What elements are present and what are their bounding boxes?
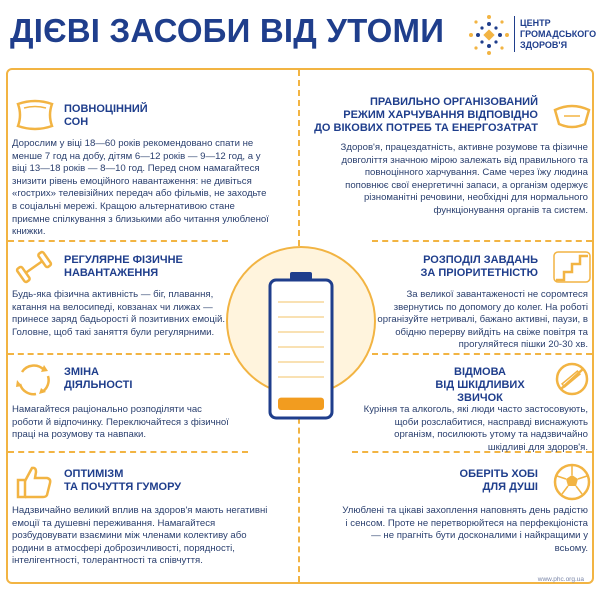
logo-divider	[514, 16, 515, 52]
tasks-heading-line-2: ЗА ПРІОРИТЕТНІСТЮ	[420, 267, 538, 279]
nutrition-text: Здоров'я, працездатність, активне розумове та фізичне довголіття значною мірою залежать від правильного та повноцінного харчування. Саме через їжу людина поповнює свої енергетичні запаси, а організм одержує різноманітні речовини, необхідні для нормального функціонування органів та систем.	[340, 142, 588, 216]
sleep-text: Дорослим у віці 18—60 років рекомендовано спати не менше 7 год на добу, дітям 6—12 років — 9—12 год, а у віці 13—18 років — 8—10 год. Перед сном намагайтеся знизити рівень емоційного навантаження: не дивіться «гострих» телевізійних передач або фільмів, не заходьте в соціальні мережі. Кращою альтернативою стане приємне спілкування з близькими або читання улюбленої книжки.	[12, 138, 269, 238]
exercise-heading-line-1: РЕГУЛЯРНЕ ФІЗИЧНЕ	[64, 254, 183, 266]
exercise-text: Будь-яка фізична активність — біг, плавання, катання на велосипеді, ковзанах чи лижах — принесе заряд бадьорості й позитивних емоцій. Головне, щоб такі заняття були регулярними.	[12, 289, 226, 338]
divider-left-1	[8, 240, 228, 242]
cycle-arrows-icon	[14, 362, 54, 396]
optimism-text: Надзвичайно великий вплив на здоров'я мають негативні емоції та душевні переживання. Намагайтеся розбудовувати взаємини між членами колективу або родини в атмосфері доброзичливості, порядності, інтелігентності, толерантності та співчуття.	[12, 505, 268, 567]
sleep-heading-line-2: СОН	[64, 116, 89, 128]
sleep-heading-line-1: ПОВНОЦІННИЙ	[64, 103, 148, 115]
tasks-heading-line-1: РОЗПОДІЛ ЗАВДАНЬ	[423, 254, 538, 266]
page-title: ДІЄВІ ЗАСОБИ ВІД УТОМИ	[10, 12, 445, 49]
habits-heading-line-2: ВІД ШКІДЛИВИХ ЗВИЧОК	[435, 379, 525, 404]
nutrition-heading-line-3: ДО ВІКОВИХ ПОТРЕБ ТА ЕНЕРГОЗАТРАТ	[314, 122, 538, 134]
activity-heading-line-2: ДІЯЛЬНОСТІ	[64, 379, 133, 391]
nutrition-heading	[314, 96, 538, 135]
logo-text	[520, 18, 600, 51]
battery-icon	[266, 272, 336, 422]
hobby-text: Улюблені та цікаві захоплення наповнять день радістю і сенсом. Проте не перетворюйтеся на перфекціоніста — не прагніть бути досконалими і найкращими у всьому.	[342, 505, 588, 554]
divider-left-3	[8, 451, 248, 453]
no-smoking-icon	[552, 362, 592, 396]
logo-line-2: ГРОМАДСЬКОГО	[520, 29, 597, 39]
logo-line-3: ЗДОРОВ'Я	[520, 40, 568, 50]
bowl-icon	[552, 98, 592, 132]
habits-heading	[412, 366, 548, 405]
divider-bottom	[298, 398, 300, 582]
battery-charge-level	[278, 398, 324, 410]
exercise-heading-line-2: НАВАНТАЖЕННЯ	[64, 267, 159, 279]
activity-text: Намагайтеся раціонально розподіляти час роботи й відпочинку. Переключайтеся з фізичної праці на розумову та навпаки.	[12, 404, 229, 441]
divider-right-1	[372, 240, 592, 242]
soccer-ball-icon	[552, 462, 592, 502]
footer-url: www.phc.org.ua	[537, 576, 584, 583]
logo-icon	[468, 14, 510, 56]
tasks-heading	[421, 254, 539, 280]
dumbbell-icon	[14, 250, 54, 284]
optimism-heading-line-2: ТА ПОЧУТТЯ ГУМОРУ	[64, 481, 182, 493]
optimism-heading-line-1: ОПТИМІЗМ	[64, 468, 124, 480]
pillow-icon	[14, 98, 56, 132]
nutrition-heading-line-1: ПРАВИЛЬНО ОРГАНІЗОВАНИЙ	[369, 96, 538, 108]
divider-right-2	[372, 353, 592, 355]
activity-heading-line-1: ЗМІНА	[64, 366, 99, 378]
exercise-heading	[64, 254, 183, 280]
habits-text: Куріння та алкоголь, які люди часто застосовують, щоби розслабитися, насправді виснажують організм, посилюють утому та надзвичайно шкідливі для здоров'я.	[363, 404, 588, 453]
divider-top	[298, 70, 300, 246]
logo	[468, 14, 598, 58]
sleep-heading	[64, 103, 148, 129]
thumbs-up-icon	[14, 464, 54, 500]
activity-heading	[64, 366, 132, 392]
divider-left-2	[8, 353, 230, 355]
hobby-heading-line-2: ДЛЯ ДУШІ	[482, 481, 538, 493]
logo-line-1: ЦЕНТР	[520, 18, 551, 28]
stairs-icon	[552, 250, 592, 284]
hobby-heading-line-1: ОБЕРІТЬ ХОБІ	[459, 468, 538, 480]
optimism-heading	[64, 468, 181, 494]
nutrition-heading-line-2: РЕЖИМ ХАРЧУВАННЯ ВІДПОВІДНО	[343, 109, 538, 121]
hobby-heading	[460, 468, 538, 494]
tasks-text: За великої завантаженості не соромтеся звернутись по допомогу до колег. На роботі організуйте нетривалі, бажано активні, паузи, в обідню перерву вийдіть на свіже повітря та прогуляйтеся пішки 20-30 хв.	[377, 289, 588, 351]
habits-heading-line-1: ВІДМОВА	[454, 366, 506, 378]
